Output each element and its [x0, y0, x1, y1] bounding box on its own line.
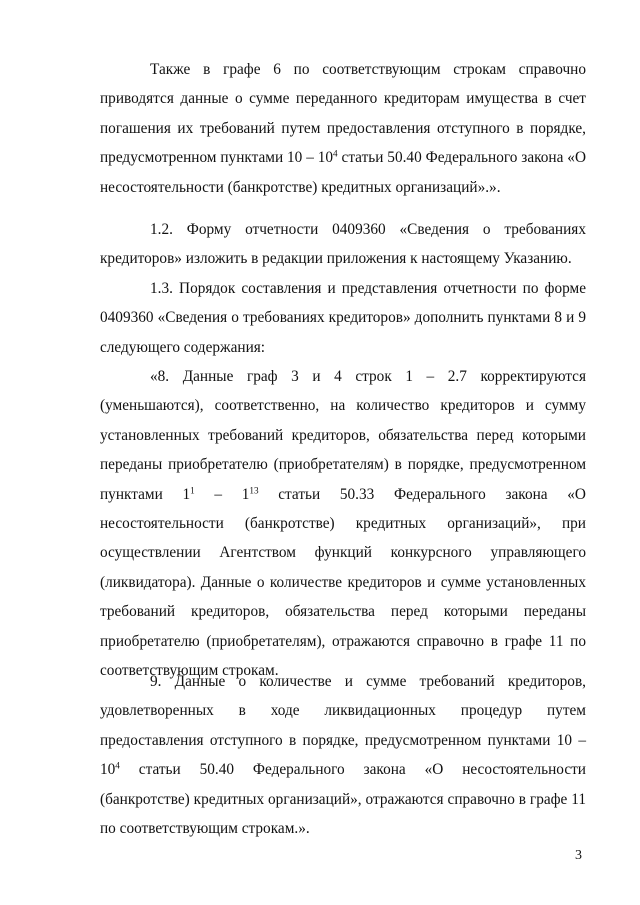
- paragraph-1-3: [100, 274, 586, 362]
- paragraph-text: статьи 50.40 Федерального закона «О несостоятельности (банкротстве) кредитных организаций», отражаются справочно в графе 11 по соответствующим строкам.».: [100, 761, 586, 838]
- superscript: 4: [115, 760, 120, 771]
- paragraph-text: – 1: [194, 485, 250, 503]
- paragraph-text: 9. Данные о количестве и сумме требований кредиторов, удовлетворенных в ходе ликвидационных процедур путем предоставления отступного в порядке, предусмотренном пунктами 10 – 10: [100, 673, 586, 779]
- paragraph-graph-6-note: [100, 55, 586, 202]
- superscript: 4: [333, 148, 338, 159]
- paragraph-item-8: [100, 362, 586, 685]
- paragraph-text: 1.2. Форму отчетности 0409360 «Сведения о требованиях кредиторов» изложить в редакции приложения к настоящему Указанию.: [100, 221, 586, 268]
- superscript: 13: [249, 485, 259, 496]
- paragraph-text: Также в графе 6 по соответствующим строкам справочно приводятся данные о сумме переданного кредиторам имущества в счет погашения их требований путем предоставления отступного в порядке, предусмотренном пунктами 10 – 10: [100, 61, 586, 167]
- paragraph-1-2: [100, 215, 586, 274]
- paragraph-text: 1.3. Порядок составления и представления отчетности по форме 0409360 «Сведения о требованиях кредиторов» дополнить пунктами 8 и 9 следующего содержания:: [100, 280, 586, 356]
- paragraph-text: статьи 50.33 Федерального закона «О несостоятельности (банкротстве) кредитных организаций», при осуществлении Агентством функций конкурсного управляющего (ликвидатора). Данные о количестве кредиторов и сумме установленных требований кредиторов, обязательства перед которыми переданы приобретателю (приобретателям), отражаются справочно в графе 11 по соответствующим строкам.: [100, 485, 586, 680]
- superscript: 1: [190, 485, 195, 496]
- paragraph-item-9: [100, 667, 586, 843]
- page-number: 3: [575, 848, 582, 863]
- paragraph-text: статьи 50.40 Федерального закона «О несостоятельности (банкротстве) кредитных организаций».».: [100, 149, 586, 196]
- paragraph-text: «8. Данные граф 3 и 4 строк 1 – 2.7 корректируются (уменьшаются), соответственно, на количество кредиторов и сумму установленных требований кредиторов, обязательства перед которыми переданы приобретателю (приобретателям) в порядке, предусмотренном пунктами 1: [100, 368, 586, 503]
